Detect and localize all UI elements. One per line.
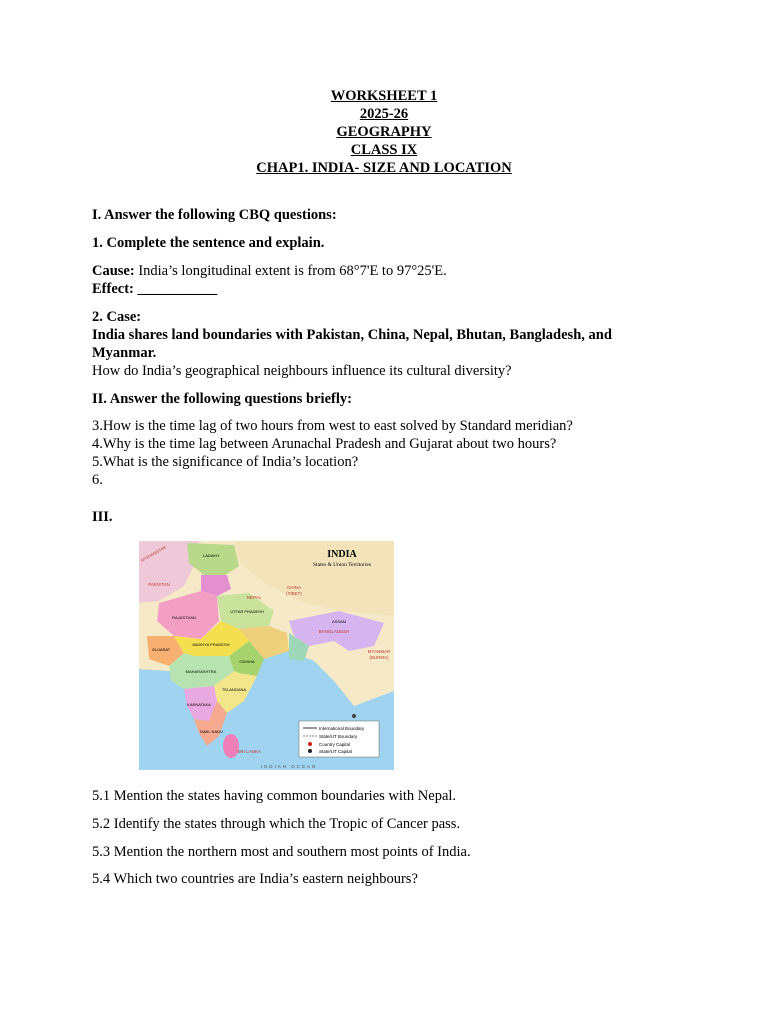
cause-text: India’s longitudinal extent is from 68°7'E to 97°25'E. [134, 263, 447, 279]
label-afghanistan: AFGHANISTAN [139, 544, 167, 563]
label-china: CHINA [286, 585, 302, 590]
question-2-case: India shares land boundaries with Pakistan, China, Nepal, Bhutan, Bangladesh, and Myanmar. [92, 327, 612, 361]
legend-state-capital: State/UT Capital [319, 749, 352, 754]
question-5: 5.What is the significance of India’s location? [92, 454, 359, 470]
legend-international-boundary: International Boundary [319, 726, 365, 731]
effect-line: Effect: ___________ [92, 281, 218, 297]
question-5-4: 5.4 Which two countries are India’s eastern neighbours? [92, 871, 418, 887]
label-up: UTTAR PRADESH [230, 609, 264, 614]
label-sri-lanka: SRI LANKA [237, 749, 261, 754]
india-political-map [139, 541, 394, 770]
question-5-2: 5.2 Identify the states through which the Tropic of Cancer pass. [92, 816, 461, 832]
section-1-heading: I. Answer the following CBQ questions: [92, 207, 337, 223]
label-pakistan: PAKISTAN [148, 582, 170, 587]
question-5-3: 5.3 Mention the northern most and southern most points of India. [92, 844, 471, 860]
label-assam: ASSAM [331, 619, 347, 624]
question-4: 4.Why is the time lag between Arunachal Pradesh and Gujarat about two hours? [92, 436, 557, 452]
legend-country-capital: Country Capital [319, 742, 351, 747]
chapter-title: CHAP1. INDIA- SIZE AND LOCATION [256, 160, 512, 176]
label-tamil-nadu: TAMIL NADU [199, 729, 223, 734]
subject: GEOGRAPHY [336, 124, 432, 140]
label-ladakh: LADAKH [202, 553, 220, 558]
worksheet-title: WORKSHEET 1 [330, 88, 438, 104]
section-3-heading: III. [92, 509, 113, 525]
cause-line [92, 262, 447, 280]
label-indian-ocean: INDIAN OCEAN [260, 764, 318, 769]
question-6: 6. [92, 472, 103, 488]
label-myanmar: MYANMAR [367, 649, 391, 654]
label-karnataka: KARNATAKA [187, 702, 211, 707]
map-title: INDIA [327, 549, 357, 560]
label-bangladesh: BANGLADESH [318, 629, 350, 634]
label-rajasthan: RAJASTHAN [172, 615, 196, 620]
class-label: CLASS IX [350, 142, 418, 158]
label-nepal: NEPAL [246, 595, 262, 600]
question-1-heading: 1. Complete the sentence and explain. [92, 235, 325, 251]
question-2-text: How do India’s geographical neighbours influence its cultural diversity? [92, 363, 512, 379]
section-2-heading: II. Answer the following questions briefly: [92, 391, 352, 407]
question-3: 3.How is the time lag of two hours from west to east solved by Standard meridian? [92, 418, 573, 434]
legend-state-boundary: State/UT Boundary [319, 734, 358, 739]
cause-label: Cause: [92, 263, 135, 279]
question-5-1: 5.1 Mention the states having common boundaries with Nepal. [92, 788, 457, 804]
label-tibet: (TIBET) [286, 591, 302, 596]
label-telangana: TELANGANA [221, 687, 247, 692]
label-mp: MADHYA PRADESH [192, 642, 230, 647]
question-2-heading: 2. Case: [92, 309, 142, 325]
academic-year: 2025-26 [359, 106, 409, 122]
worksheet-header [0, 87, 768, 177]
label-odisha: ODISHA [239, 659, 255, 664]
map-subtitle: States & Union Territories [312, 562, 372, 568]
label-burma: (BURMA) [369, 655, 389, 660]
label-maharashtra: MAHARASHTRA [185, 669, 217, 674]
label-gujarat: GUJARAT [151, 647, 171, 652]
